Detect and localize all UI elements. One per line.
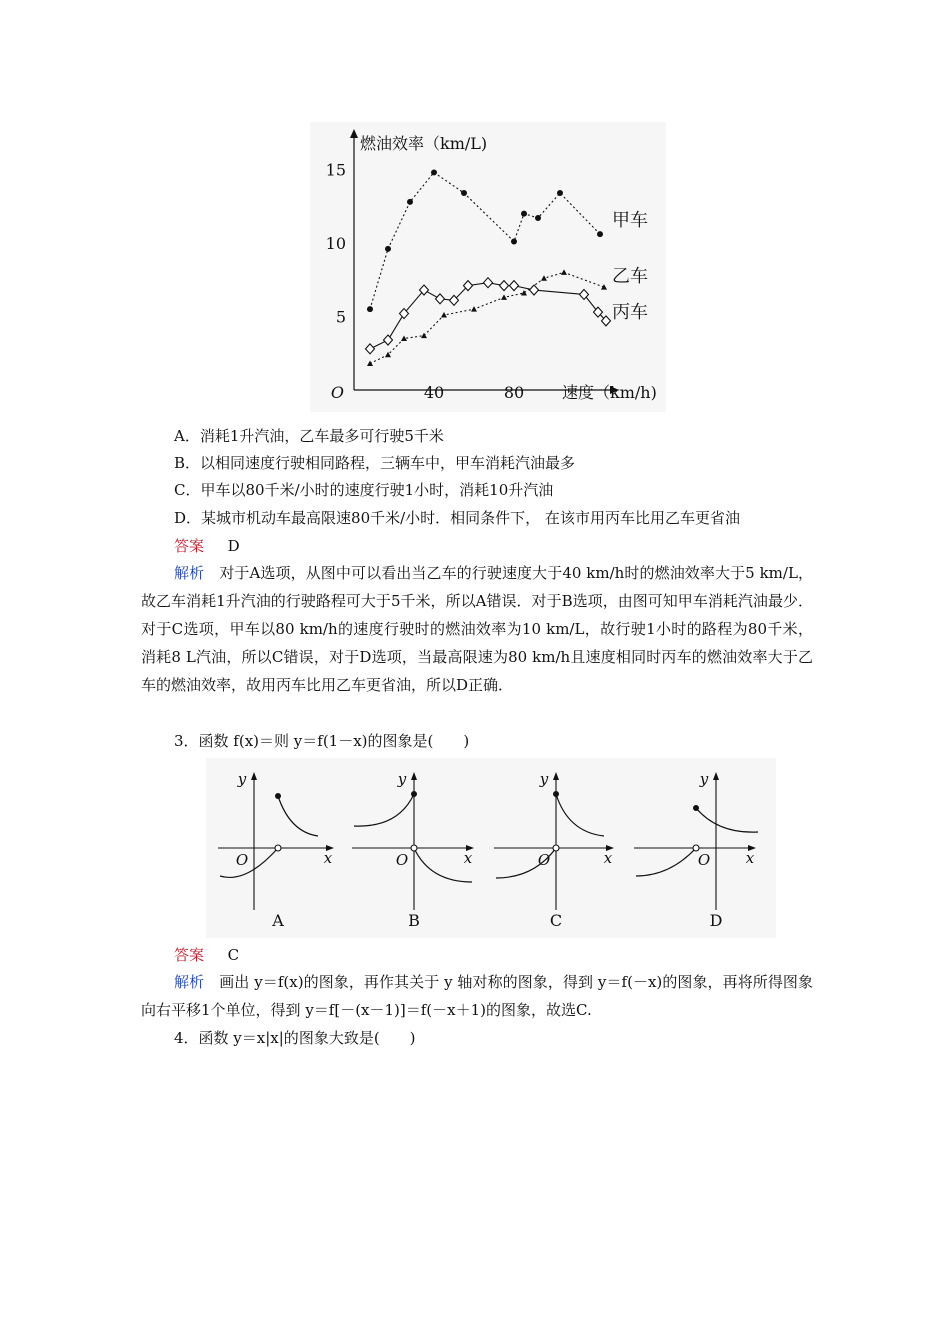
y-tick-label: 10 bbox=[325, 234, 346, 253]
data-point bbox=[597, 231, 603, 237]
x-axis-label: x bbox=[603, 849, 613, 867]
open-point bbox=[275, 845, 281, 851]
option-label: D bbox=[709, 911, 723, 930]
x-tick-label: 80 bbox=[503, 383, 525, 402]
origin-label: O bbox=[330, 383, 344, 402]
data-point bbox=[511, 239, 517, 245]
y-axis-label: y bbox=[397, 770, 407, 788]
closed-point bbox=[275, 793, 281, 799]
y-axis-label: y bbox=[237, 770, 247, 788]
y-tick-label: 5 bbox=[335, 307, 346, 327]
x-axis-label: x bbox=[323, 849, 333, 867]
data-point bbox=[385, 246, 391, 252]
q3-graph-options bbox=[206, 758, 776, 938]
analysis-text: 画出 y＝f(x)的图象，再作其关于 y 轴对称的图象，得到 y＝f(－x)的图象，再将所得图象向右平移1个单位，得到 y＝f[－(x－1)]＝f(－x＋1)的图象，故选C. bbox=[141, 973, 813, 1019]
answer-label: 答案 bbox=[174, 946, 205, 964]
data-point bbox=[407, 199, 413, 205]
origin-label: O bbox=[395, 851, 409, 869]
analysis-label: 解析 bbox=[174, 973, 205, 991]
y-tick-label: 15 bbox=[325, 160, 346, 180]
x-axis-label: 速度（km/h) bbox=[562, 383, 657, 402]
q2-answer-row bbox=[174, 536, 240, 556]
option-d: D．某城市机动车最高限速80千米/小时．相同条件下， 在该市用丙车比用乙车更省油 bbox=[174, 509, 740, 527]
option-label: B bbox=[408, 911, 420, 930]
analysis-text: 对于A选项，从图中可以看出当乙车的行驶速度大于40 km/h时的燃油效率大于5 km/L，故乙车消耗1升汽油的行驶路程可大于5千米，所以A错误．对于B选项，由图可知甲车消耗汽油最少．对于C选项，甲车以80 km/h的速度行驶时的燃油效率为10 km/L，故行驶1小时的路程为80千米，消耗8 L汽油，所以C错误，对于D选项，当最高限速为80 km/h且速度相同时丙车的燃油效率大于乙车的燃油效率，故用丙车比用乙车更省油，所以D正确． bbox=[141, 564, 813, 694]
answer-value: C bbox=[227, 946, 240, 964]
data-point bbox=[521, 211, 527, 217]
origin-label: O bbox=[235, 851, 249, 869]
fuel-efficiency-chart bbox=[310, 122, 666, 412]
option-a: A．消耗1升汽油，乙车最多可行驶5千米 bbox=[174, 427, 444, 445]
x-axis-label: x bbox=[745, 849, 755, 867]
answer-label: 答案 bbox=[174, 537, 205, 555]
data-point bbox=[535, 215, 541, 221]
q3-graphs-svg bbox=[206, 758, 776, 938]
option-c: C．甲车以80千米/小时的速度行驶1小时，消耗10升汽油 bbox=[174, 481, 554, 499]
q3-answer-row bbox=[174, 945, 239, 965]
series-label: 乙车 bbox=[612, 266, 648, 287]
series-label: 丙车 bbox=[612, 302, 648, 323]
data-point bbox=[557, 190, 563, 196]
fuel-chart-svg bbox=[310, 122, 666, 412]
analysis-label: 解析 bbox=[174, 564, 205, 582]
q4-stem: 4．函数 y＝x|x|的图象大致是( ) bbox=[174, 1029, 416, 1047]
x-axis-label: x bbox=[463, 849, 473, 867]
y-axis-label: y bbox=[699, 770, 709, 788]
answer-value: D bbox=[227, 537, 240, 555]
open-point bbox=[693, 845, 699, 851]
closed-point bbox=[553, 791, 559, 797]
data-point bbox=[461, 190, 467, 196]
closed-point bbox=[411, 791, 417, 797]
y-axis-label: 燃油效率（km/L) bbox=[360, 134, 488, 153]
origin-label: O bbox=[697, 851, 711, 869]
q3-stem: 3．函数 f(x)＝则 y＝f(1－x)的图象是( ) bbox=[174, 732, 470, 750]
series-label: 甲车 bbox=[612, 210, 648, 231]
origin-label: O bbox=[537, 851, 551, 869]
option-b: B．以相同速度行驶相同路程，三辆车中，甲车消耗汽油最多 bbox=[174, 454, 576, 472]
option-label: A bbox=[272, 911, 284, 930]
option-label: C bbox=[549, 911, 563, 930]
data-point bbox=[367, 306, 373, 312]
x-tick-label: 40 bbox=[423, 383, 445, 402]
q2-analysis bbox=[141, 559, 813, 699]
y-axis-label: y bbox=[539, 770, 549, 788]
q3-analysis bbox=[141, 968, 813, 1024]
data-point bbox=[431, 169, 437, 175]
closed-point bbox=[693, 805, 699, 811]
open-point bbox=[553, 845, 559, 851]
open-point bbox=[411, 845, 417, 851]
